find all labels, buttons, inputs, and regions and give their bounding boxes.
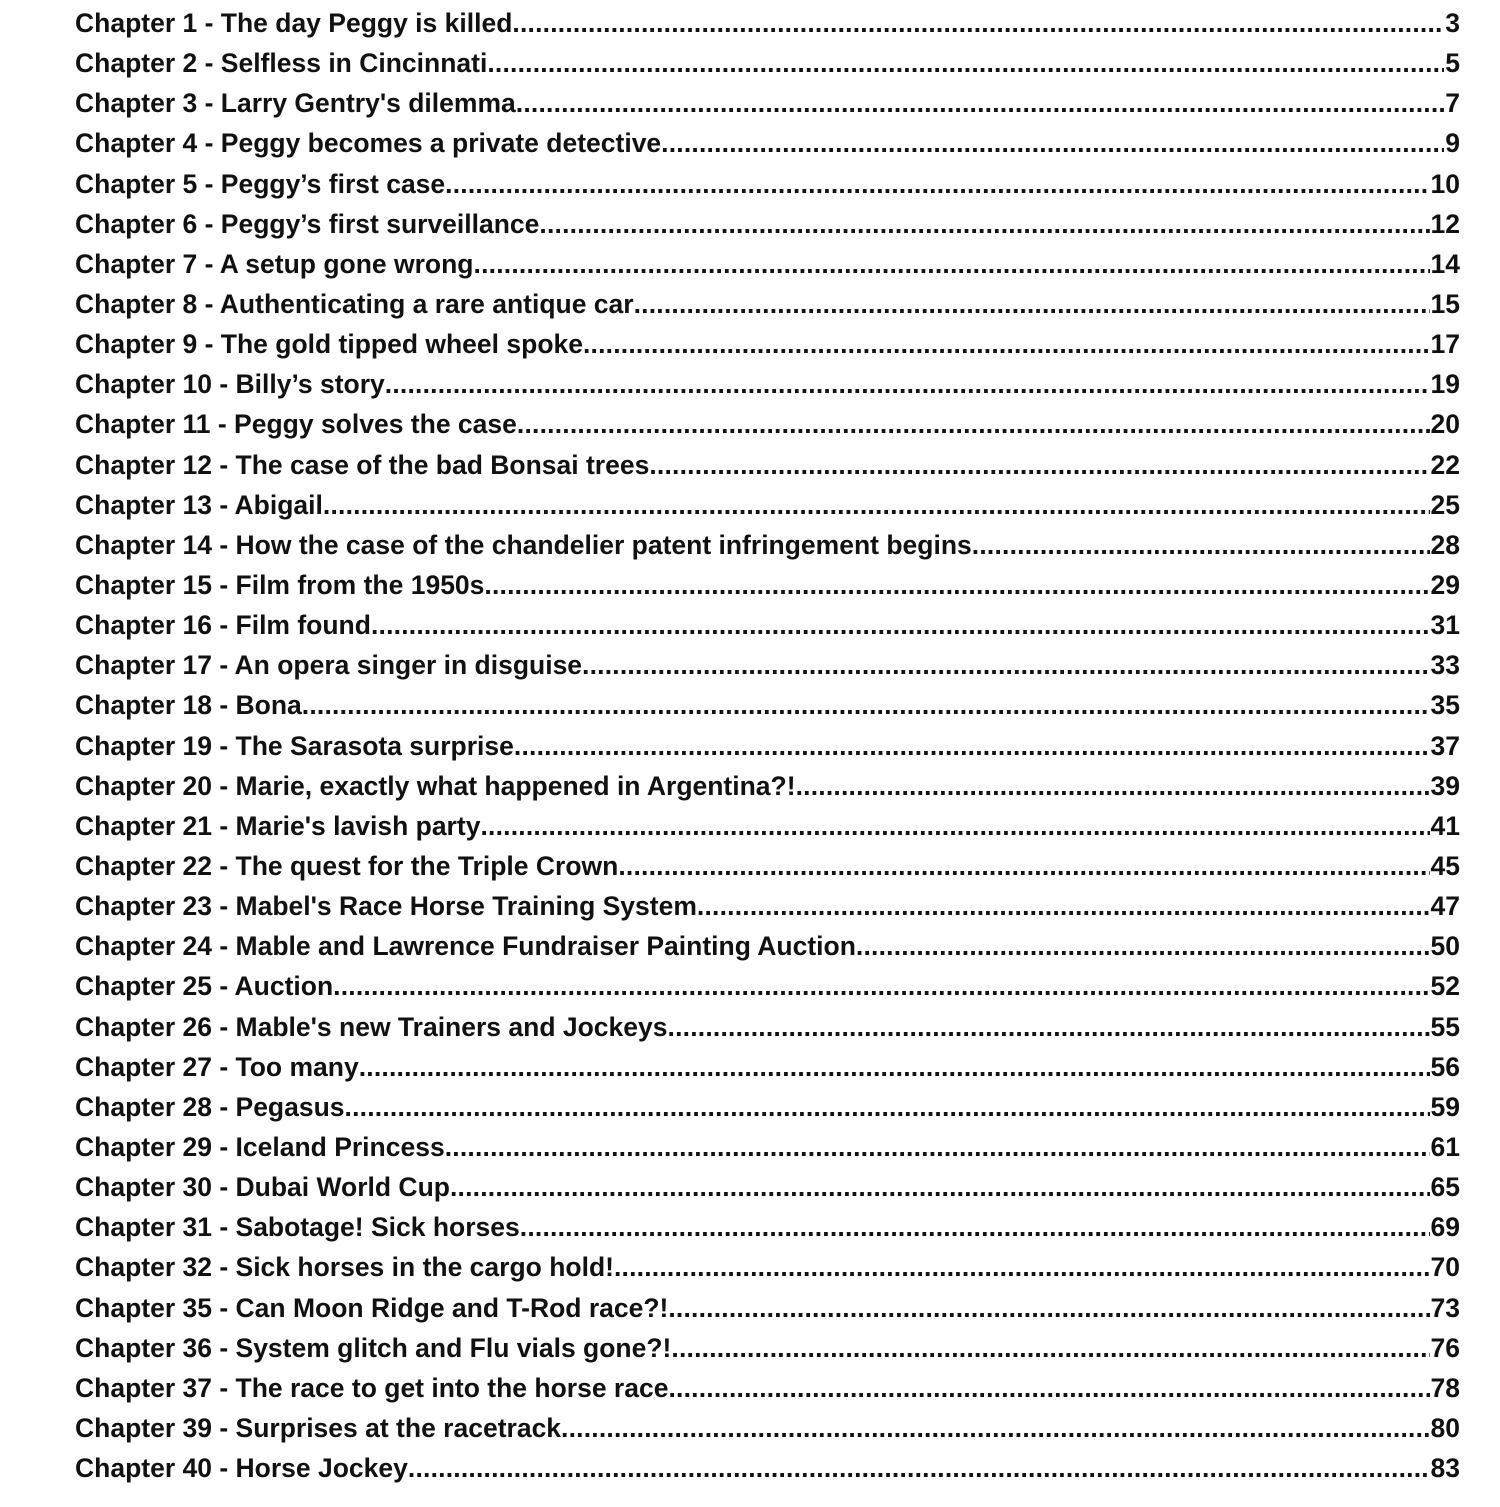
toc-entry — [75, 164, 1460, 204]
toc-entry-page: 14 — [1430, 248, 1460, 279]
toc-entry-title: Chapter 29 - Iceland Princess — [75, 1131, 445, 1162]
toc-dot-leader — [614, 1247, 1430, 1287]
toc-entry-page: 70 — [1430, 1252, 1460, 1283]
toc-entry-page: 80 — [1430, 1412, 1460, 1443]
toc-dot-leader — [445, 164, 1429, 204]
toc-entry-title: Chapter 9 - The gold tipped wheel spoke — [75, 329, 583, 360]
toc-entry-title: Chapter 13 - Abigail — [75, 489, 323, 520]
toc-entry-page: 28 — [1430, 529, 1460, 560]
toc-entry-page: 61 — [1430, 1131, 1460, 1162]
toc-entry-title: Chapter 16 - Film found — [75, 610, 371, 641]
toc-entry — [75, 1047, 1460, 1087]
toc-entry-page: 65 — [1430, 1172, 1460, 1203]
toc-entry-title: Chapter 26 - Mable's new Trainers and Jockeys — [75, 1011, 668, 1042]
toc-dot-leader — [539, 204, 1429, 244]
toc-entry-page: 17 — [1430, 329, 1460, 360]
toc-dot-leader — [649, 445, 1429, 485]
toc-dot-leader — [345, 1087, 1430, 1127]
toc-entry-title: Chapter 37 - The race to get into the horse race — [75, 1372, 669, 1403]
toc-entry-title: Chapter 12 - The case of the bad Bonsai trees — [75, 449, 650, 480]
toc-dot-leader — [661, 123, 1444, 163]
toc-entry — [75, 324, 1460, 364]
toc-dot-leader — [668, 1288, 1429, 1328]
table-of-contents — [75, 0, 1460, 1488]
toc-entry — [75, 244, 1460, 284]
toc-entry-page: 25 — [1430, 489, 1460, 520]
toc-dot-leader — [520, 1207, 1430, 1247]
toc-entry-title: Chapter 5 - Peggy’s first case — [75, 168, 446, 199]
toc-entry-page: 56 — [1430, 1051, 1460, 1082]
toc-entry — [75, 1007, 1460, 1047]
toc-dot-leader — [514, 726, 1430, 766]
toc-dot-leader — [333, 966, 1429, 1006]
toc-dot-leader — [487, 43, 1444, 83]
toc-entry-page: 5 — [1445, 48, 1460, 79]
toc-entry — [75, 966, 1460, 1006]
toc-entry-page: 29 — [1430, 569, 1460, 600]
toc-entry-page: 76 — [1430, 1332, 1460, 1363]
toc-dot-leader — [583, 324, 1430, 364]
toc-entry-page: 55 — [1430, 1011, 1460, 1042]
toc-entry-page: 39 — [1430, 770, 1460, 801]
toc-entry — [75, 886, 1460, 926]
toc-entry-page: 3 — [1445, 8, 1460, 38]
toc-entry-page: 52 — [1430, 971, 1460, 1002]
toc-entry-page: 22 — [1430, 449, 1460, 480]
toc-entry — [75, 43, 1460, 83]
toc-entry-title: Chapter 23 - Mabel's Race Horse Training System — [75, 891, 697, 922]
toc-entry — [75, 1087, 1460, 1127]
toc-entry — [75, 1408, 1460, 1448]
toc-dot-leader — [856, 926, 1430, 966]
toc-entry — [75, 1167, 1460, 1207]
toc-dot-leader — [371, 605, 1430, 645]
toc-dot-leader — [480, 806, 1429, 846]
toc-entry — [75, 1127, 1460, 1167]
toc-entry — [75, 605, 1460, 645]
toc-entry-page: 69 — [1430, 1212, 1460, 1243]
toc-dot-leader — [359, 1047, 1430, 1087]
toc-entry-page: 10 — [1430, 168, 1460, 199]
toc-entry — [75, 525, 1460, 565]
toc-dot-leader — [697, 886, 1430, 926]
toc-entry-page: 33 — [1430, 650, 1460, 681]
toc-entry — [75, 766, 1460, 806]
toc-dot-leader — [512, 3, 1444, 43]
toc-dot-leader — [972, 525, 1430, 565]
toc-entry-title: Chapter 22 - The quest for the Triple Crown — [75, 850, 619, 881]
toc-entry — [75, 364, 1460, 404]
toc-dot-leader — [582, 645, 1429, 685]
toc-dot-leader — [445, 1127, 1430, 1167]
toc-entry-page: 31 — [1430, 610, 1460, 641]
toc-entry-page: 37 — [1430, 730, 1460, 761]
toc-entry-page: 15 — [1430, 288, 1460, 319]
toc-dot-leader — [668, 1007, 1430, 1047]
toc-entry-title: Chapter 40 - Horse Jockey — [75, 1453, 408, 1484]
toc-entry-title: Chapter 2 - Selfless in Cincinnati — [75, 48, 488, 79]
toc-entry-title: Chapter 28 - Pegasus — [75, 1091, 345, 1122]
toc-dot-leader — [450, 1167, 1430, 1207]
toc-entry-page: 83 — [1430, 1453, 1460, 1484]
toc-entry-title: Chapter 32 - Sick horses in the cargo hold! — [75, 1252, 614, 1283]
toc-entry-page: 50 — [1430, 931, 1460, 962]
toc-entry-title: Chapter 1 - The day Peggy is killed — [75, 8, 513, 38]
toc-dot-leader — [634, 284, 1430, 324]
toc-entry — [75, 846, 1460, 886]
toc-entry — [75, 806, 1460, 846]
toc-entry-title: Chapter 36 - System glitch and Flu vials gone?! — [75, 1332, 672, 1363]
toc-entry-title: Chapter 30 - Dubai World Cup — [75, 1172, 450, 1203]
toc-entry — [75, 565, 1460, 605]
toc-entry-page: 73 — [1430, 1292, 1460, 1323]
toc-entry-page: 45 — [1430, 850, 1460, 881]
toc-entry-title: Chapter 6 - Peggy’s first surveillance — [75, 208, 540, 239]
toc-entry-title: Chapter 31 - Sabotage! Sick horses — [75, 1212, 520, 1243]
toc-entry — [75, 926, 1460, 966]
toc-dot-leader — [474, 244, 1430, 284]
toc-dot-leader — [671, 1328, 1429, 1368]
toc-entry — [75, 83, 1460, 123]
toc-entry-title: Chapter 19 - The Sarasota surprise — [75, 730, 514, 761]
toc-entry-title: Chapter 3 - Larry Gentry's dilemma — [75, 88, 516, 119]
toc-dot-leader — [618, 846, 1429, 886]
toc-entry-title: Chapter 18 - Bona — [75, 690, 302, 721]
toc-entry — [75, 3, 1460, 43]
toc-entry — [75, 204, 1460, 244]
toc-dot-leader — [302, 685, 1430, 725]
toc-dot-leader — [561, 1408, 1429, 1448]
toc-entry — [75, 685, 1460, 725]
toc-dot-leader — [484, 565, 1429, 605]
toc-entry-title: Chapter 24 - Mable and Lawrence Fundraiser Painting Auction — [75, 931, 856, 962]
toc-entry — [75, 1448, 1460, 1488]
toc-entry-title: Chapter 39 - Surprises at the racetrack — [75, 1412, 562, 1443]
toc-entry — [75, 1328, 1460, 1368]
toc-entry — [75, 123, 1460, 163]
toc-dot-leader — [668, 1368, 1429, 1408]
toc-entry-page: 78 — [1430, 1372, 1460, 1403]
toc-entry-title: Chapter 8 - Authenticating a rare antique car — [75, 288, 634, 319]
toc-entry — [75, 485, 1460, 525]
toc-entry — [75, 1247, 1460, 1287]
toc-entry-page: 59 — [1430, 1091, 1460, 1122]
toc-entry — [75, 726, 1460, 766]
toc-entry-page: 41 — [1430, 810, 1460, 841]
toc-entry-page: 9 — [1445, 128, 1460, 159]
toc-entry-title: Chapter 4 - Peggy becomes a private detective — [75, 128, 662, 159]
toc-entry-title: Chapter 10 - Billy’s story — [75, 369, 385, 400]
toc-dot-leader — [408, 1448, 1430, 1488]
toc-dot-leader — [516, 83, 1444, 123]
toc-dot-leader — [385, 364, 1430, 404]
toc-entry-title: Chapter 21 - Marie's lavish party — [75, 810, 481, 841]
toc-entry-title: Chapter 17 - An opera singer in disguise — [75, 650, 583, 681]
toc-entry-title: Chapter 7 - A setup gone wrong — [75, 248, 474, 279]
toc-entry — [75, 404, 1460, 444]
toc-entry-title: Chapter 27 - Too many — [75, 1051, 359, 1082]
toc-entry — [75, 284, 1460, 324]
toc-entry-page: 7 — [1445, 88, 1460, 119]
toc-dot-leader — [323, 485, 1430, 525]
toc-entry — [75, 1288, 1460, 1328]
toc-dot-leader — [517, 404, 1430, 444]
toc-entry — [75, 1207, 1460, 1247]
toc-entry-page: 20 — [1430, 409, 1460, 440]
toc-entry — [75, 445, 1460, 485]
toc-entry — [75, 645, 1460, 685]
toc-entry-title: Chapter 20 - Marie, exactly what happened in Argentina?! — [75, 770, 796, 801]
toc-entry-title: Chapter 14 - How the case of the chandelier patent infringement begins — [75, 529, 972, 560]
toc-entry-page: 19 — [1430, 369, 1460, 400]
toc-entry-page: 47 — [1430, 891, 1460, 922]
toc-entry-page: 35 — [1430, 690, 1460, 721]
toc-entry-title: Chapter 25 - Auction — [75, 971, 334, 1002]
toc-entry-page: 12 — [1430, 208, 1460, 239]
toc-entry-title: Chapter 35 - Can Moon Ridge and T-Rod race?! — [75, 1292, 669, 1323]
toc-entry-title: Chapter 11 - Peggy solves the case — [75, 409, 517, 440]
toc-entry — [75, 1368, 1460, 1408]
toc-dot-leader — [796, 766, 1430, 806]
toc-entry-title: Chapter 15 - Film from the 1950s — [75, 569, 485, 600]
